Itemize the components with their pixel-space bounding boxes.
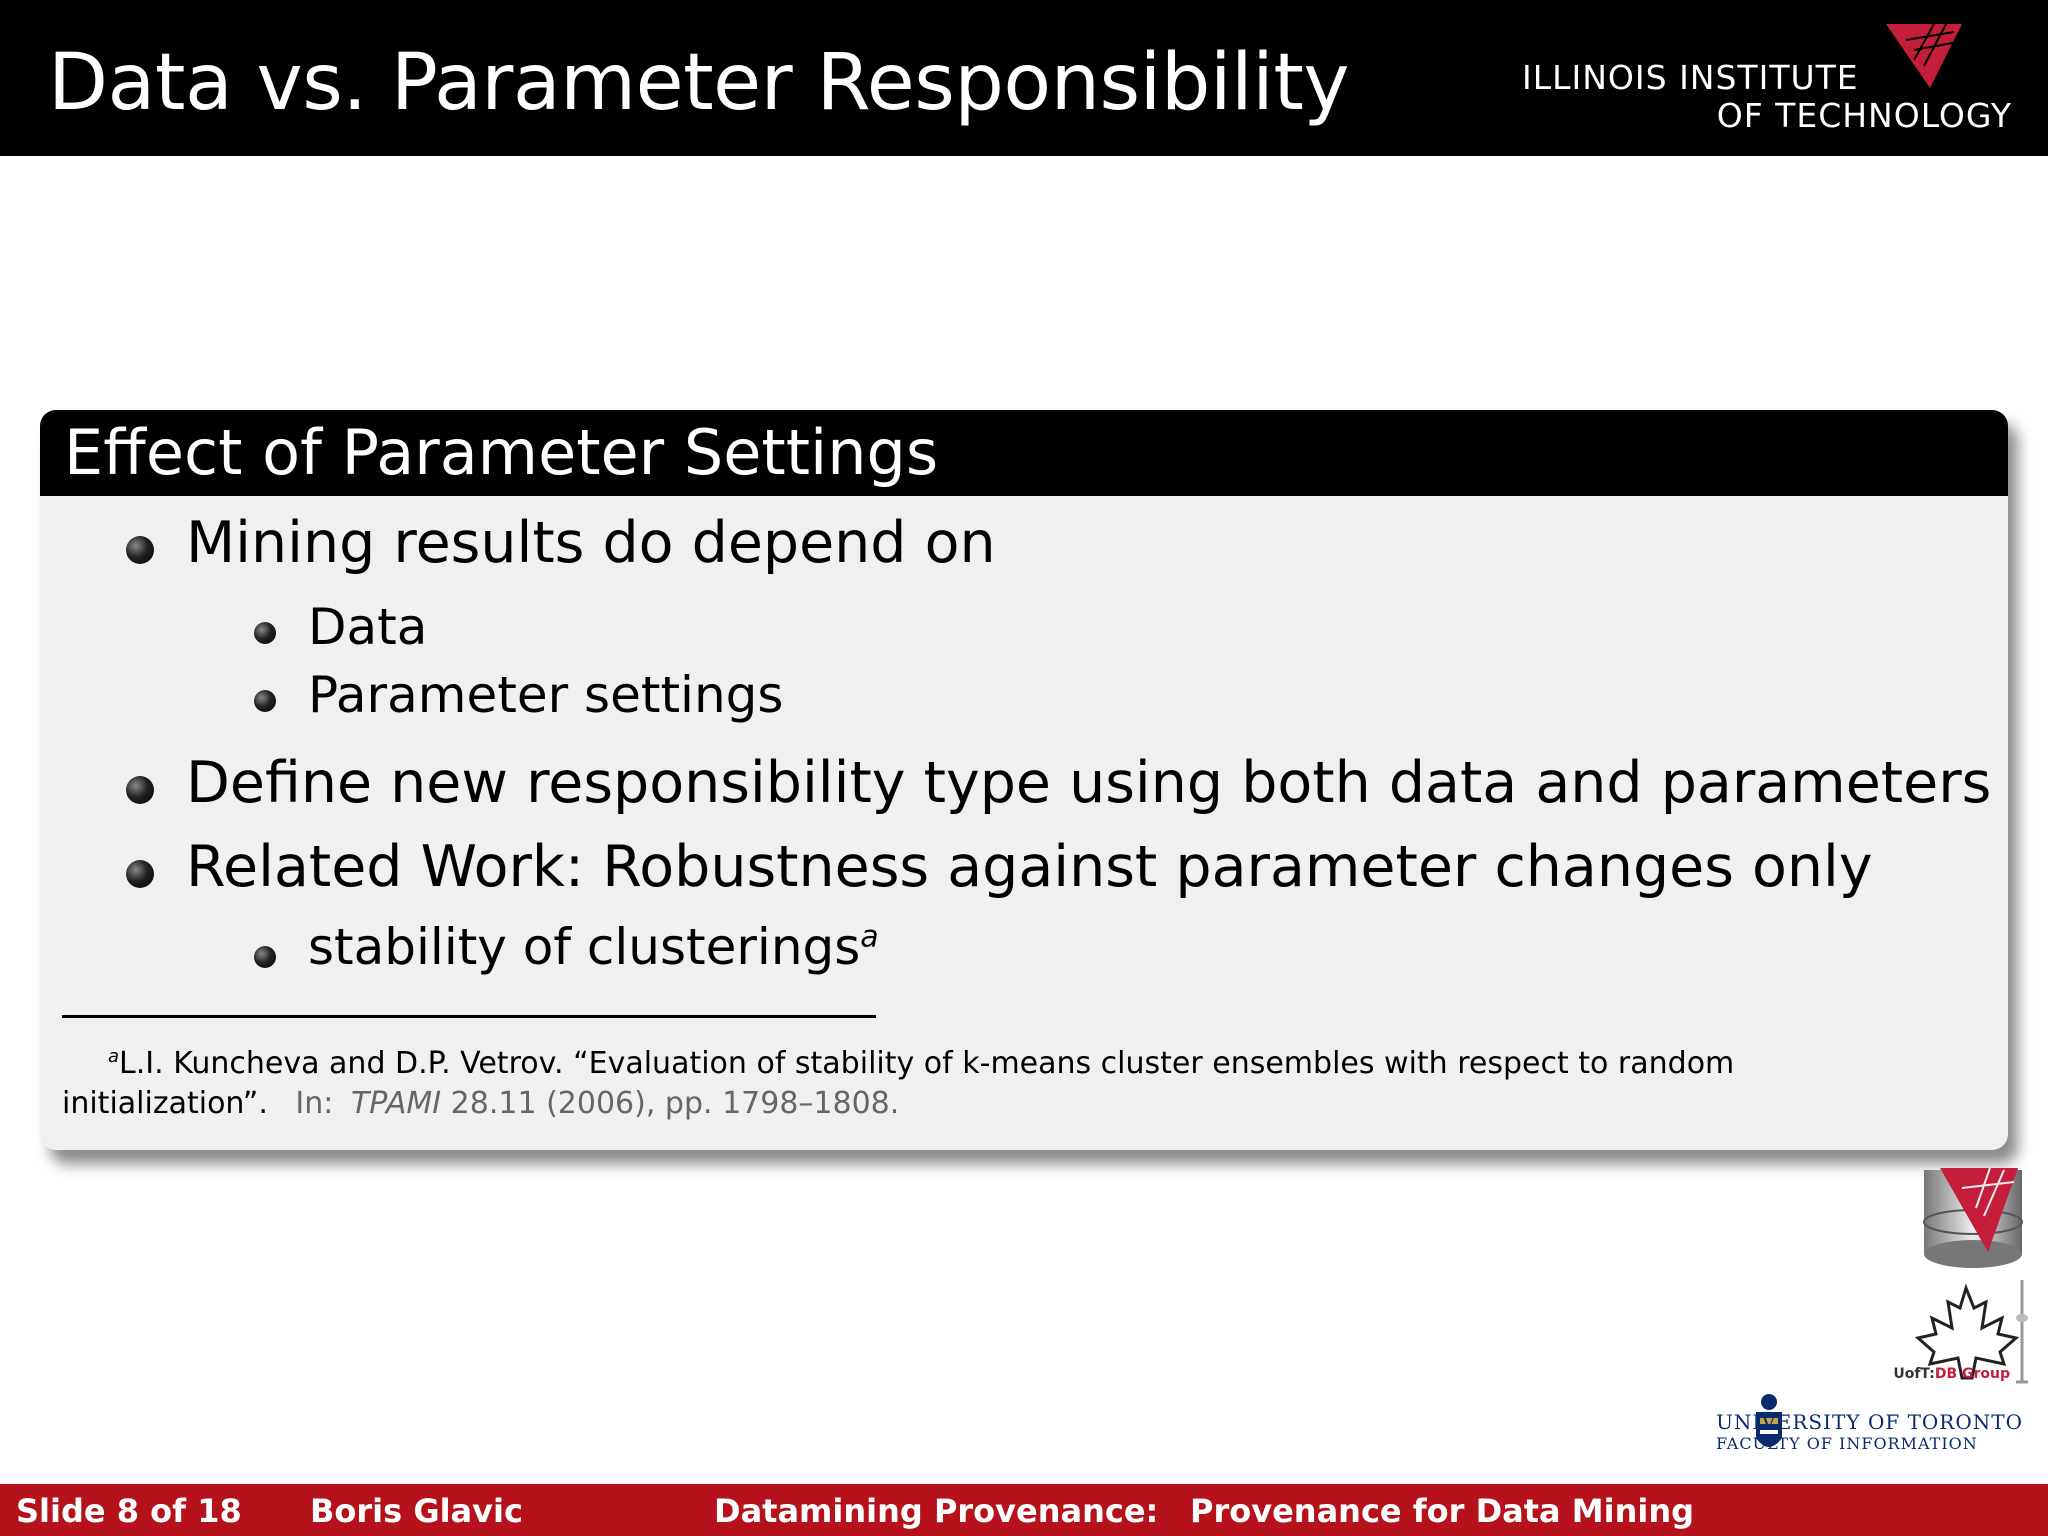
footnote-rule	[62, 1015, 876, 1018]
footnote-in: In:	[295, 1086, 334, 1121]
footnote-text-end: initialization”.	[62, 1086, 268, 1121]
side-logos	[1716, 1160, 2048, 1490]
slide-number: Slide 8 of 18	[16, 1492, 242, 1530]
bullet-icon	[254, 946, 276, 968]
list-item	[308, 918, 879, 976]
uoft-db-group-label	[1893, 1366, 2010, 1382]
bullet-icon	[126, 860, 154, 888]
footnote-details: 28.11 (2006), pp. 1798–1808.	[450, 1086, 900, 1121]
footer-author: Boris Glavic	[310, 1492, 523, 1530]
block-header	[40, 410, 2008, 496]
list-item: Define new responsibility type using both data and parameters	[186, 750, 1992, 816]
slide-header	[0, 0, 2048, 156]
footer-section: Datamining Provenance:	[714, 1492, 1159, 1530]
list-item: Related Work: Robustness against parameter changes only	[186, 834, 1873, 900]
uoft-faculty: FACULTY OF INFORMATION	[1716, 1434, 1978, 1453]
list-item: Parameter settings	[308, 666, 784, 724]
iit-mark-icon	[1884, 20, 1964, 90]
db-group-name: DB Group	[1934, 1366, 2010, 1382]
uoft-university: UNIVERSITY OF TORONTO	[1716, 1410, 2023, 1434]
footer-subsection: Provenance for Data Mining	[1190, 1492, 1695, 1530]
footnote-mark: a	[860, 919, 879, 955]
iit-logo-line1: ILLINOIS INSTITUTE	[1522, 58, 1859, 97]
content-block	[40, 410, 2008, 1150]
footnote-line1	[108, 1046, 1734, 1081]
slide-title: Data vs. Parameter Responsibility	[48, 38, 1350, 128]
list-item: Data	[308, 598, 428, 656]
slide-footer	[0, 1484, 2048, 1536]
footnote-text: L.I. Kuncheva and D.P. Vetrov. “Evaluation of stability of k-means cluster ensembles with respect to random	[119, 1046, 1735, 1081]
footnote-ref-mark: a	[108, 1046, 120, 1067]
uoft-wordmark	[1716, 1410, 2023, 1453]
database-logo-icon	[1918, 1160, 2028, 1270]
bullet-icon	[126, 536, 154, 564]
bullet-icon	[254, 690, 276, 712]
footnote-line2	[62, 1086, 899, 1121]
bullet-icon	[126, 776, 154, 804]
bullet-icon	[254, 622, 276, 644]
list-item-text: stability of clusterings	[308, 918, 861, 976]
uoft-prefix: UofT:	[1893, 1366, 1935, 1382]
block-title: Effect of Parameter Settings	[64, 416, 939, 489]
list-item: Mining results do depend on	[186, 510, 996, 576]
iit-logo	[1522, 20, 2012, 140]
iit-logo-line2: OF TECHNOLOGY	[1716, 96, 2012, 135]
footnote-journal: TPAMI	[350, 1086, 442, 1121]
